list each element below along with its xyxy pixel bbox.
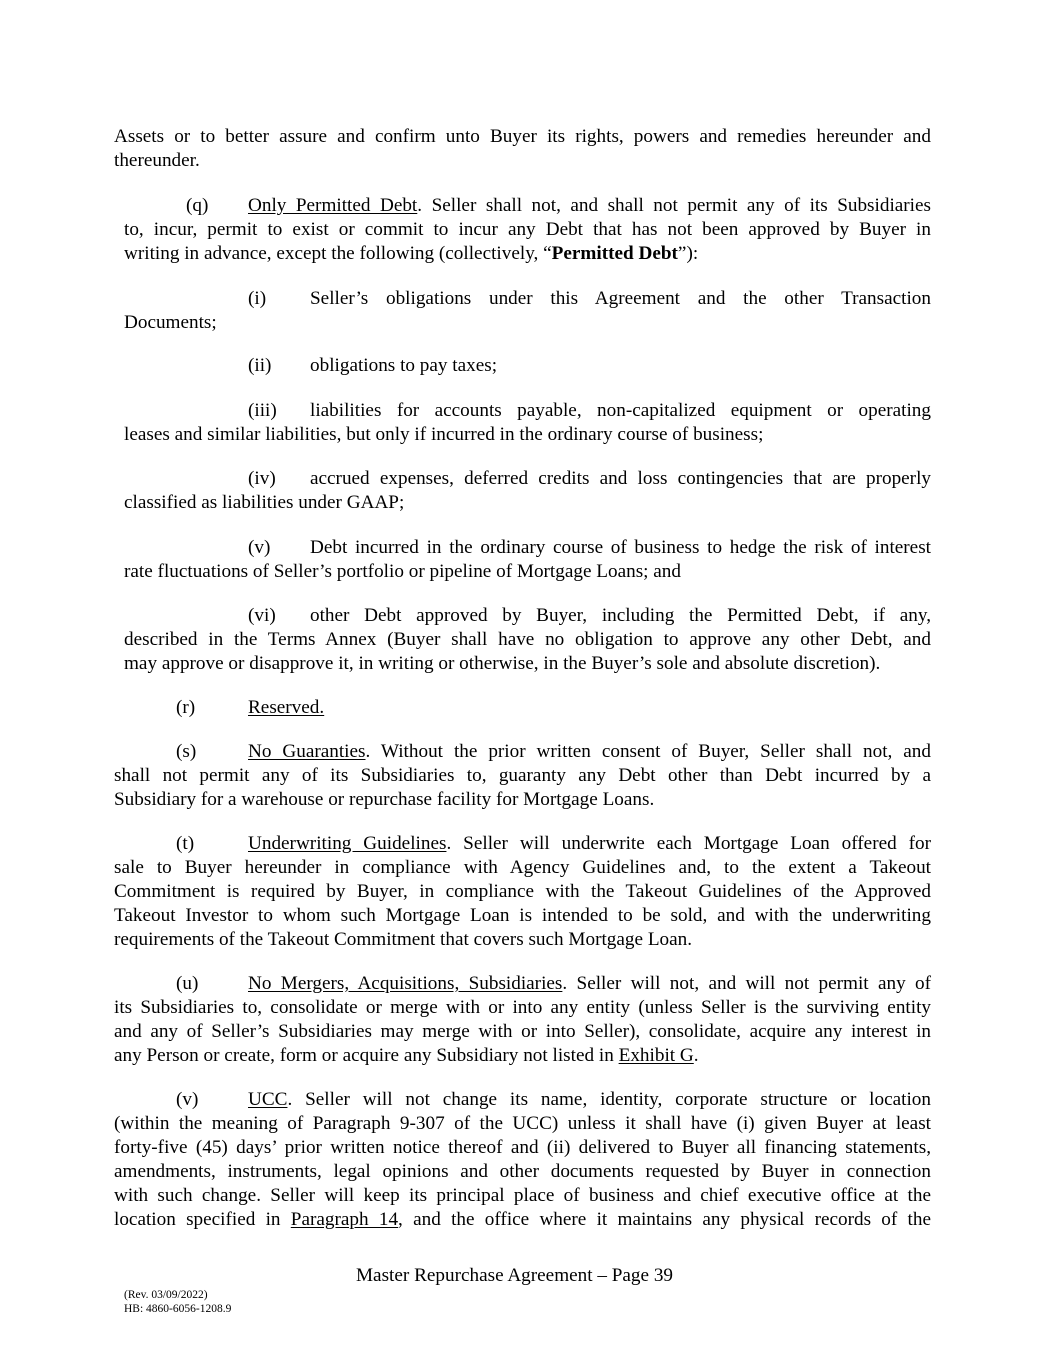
s-label: (s) xyxy=(176,741,197,762)
t-line-3: Commitment is required by Buyer, in compliance with the Takeout Guidelines of the Approved xyxy=(114,881,931,902)
v-title: UCC xyxy=(248,1089,288,1110)
u-title: No Mergers, Acquisitions, Subsidiaries xyxy=(248,973,563,994)
t-line-4: Takeout Investor to whom such Mortgage Loan is intended to be sold, and with the underwriting xyxy=(114,905,931,926)
footer-doc-id: HB: 4860-6056-1208.9 xyxy=(124,1303,232,1315)
item-iv-line-1: accrued expenses, deferred credits and loss contingencies that are properly xyxy=(310,468,931,489)
item-iv-line-2: classified as liabilities under GAAP; xyxy=(124,492,405,513)
footer-revision: (Rev. 03/09/2022) xyxy=(124,1289,208,1301)
q-line-2: to, incur, permit to exist or commit to incur any Debt that has not been approved by Buyer in xyxy=(124,219,931,240)
item-ii-line-1: obligations to pay taxes; xyxy=(310,355,498,376)
s-title: No Guaranties xyxy=(248,741,366,762)
item-v-line-1: Debt incurred in the ordinary course of business to hedge the risk of interest xyxy=(310,537,931,558)
v-line-4: amendments, instruments, legal opinions and other documents requested by Buyer in connection xyxy=(114,1161,931,1182)
q-line-1: Only Permitted Debt. Seller shall not, and shall not permit any of its Subsidiaries xyxy=(248,195,931,216)
u-line-3: and any of Seller’s Subsidiaries may merge with or into Seller), consolidate, acquire any interest in xyxy=(114,1021,931,1042)
u-line-1: No Mergers, Acquisitions, Subsidiaries. Seller will not, and will not permit any of xyxy=(248,973,931,994)
v-line-6: location specified in Paragraph 14, and the office where it maintains any physical records of the xyxy=(114,1209,931,1230)
v-line-3: forty-five (45) days’ prior written notice thereof and (ii) delivered to Buyer all financing statements, xyxy=(114,1137,931,1158)
q-label: (q) xyxy=(186,195,209,216)
item-ii-label: (ii) xyxy=(248,355,272,376)
u-line-2: its Subsidiaries to, consolidate or merge with or into any entity (unless Seller is the surviving entity xyxy=(114,997,931,1018)
permitted-debt-term: Permitted Debt xyxy=(551,243,678,264)
q-line-3: writing in advance, except the following (collectively, “Permitted Debt”): xyxy=(124,243,699,264)
paragraph-14-link[interactable]: Paragraph 14 xyxy=(290,1209,399,1230)
item-vi-label: (vi) xyxy=(248,605,276,626)
footer-title: Master Repurchase Agreement – Page 39 xyxy=(356,1265,674,1286)
t-title: Underwriting Guidelines xyxy=(248,833,447,854)
intro-line-1: Assets or to better assure and confirm unto Buyer its rights, powers and remedies hereunder and xyxy=(114,126,931,147)
s-line-2: shall not permit any of its Subsidiaries to, guaranty any Debt other than Debt incurred by a xyxy=(114,765,931,786)
item-iv-label: (iv) xyxy=(248,468,276,489)
t-line-2: sale to Buyer hereunder in compliance with Agency Guidelines and, to the extent a Takeout xyxy=(114,857,931,878)
item-iii-line-2: leases and similar liabilities, but only if incurred in the ordinary course of business; xyxy=(124,424,764,445)
item-vi-line-3: may approve or disapprove it, in writing or otherwise, in the Buyer’s sole and absolute discretion). xyxy=(124,653,881,674)
v-line-2: (within the meaning of Paragraph 9-307 of the UCC) unless it shall have (i) given Buyer at least xyxy=(114,1113,931,1134)
q-title: Only Permitted Debt xyxy=(248,195,418,216)
v-line-5: with such change. Seller will keep its principal place of business and chief executive office at the xyxy=(114,1185,931,1206)
item-i-label: (i) xyxy=(248,288,267,309)
item-v-label: (v) xyxy=(248,537,271,558)
t-line-5: requirements of the Takeout Commitment that covers such Mortgage Loan. xyxy=(114,929,693,950)
item-iii-line-1: liabilities for accounts payable, non-capitalized equipment or operating xyxy=(310,400,931,421)
item-i-line-1: Seller’s obligations under this Agreement and the other Transaction xyxy=(310,288,931,309)
v-label: (v) xyxy=(176,1089,199,1110)
u-label: (u) xyxy=(176,973,199,994)
r-label: (r) xyxy=(176,697,196,718)
intro-line-2: thereunder. xyxy=(114,150,200,171)
t-label: (t) xyxy=(176,833,195,854)
item-vi-line-1: other Debt approved by Buyer, including the Permitted Debt, if any, xyxy=(310,605,931,626)
item-iii-label: (iii) xyxy=(248,400,277,421)
s-line-3: Subsidiary for a warehouse or repurchase facility for Mortgage Loans. xyxy=(114,789,655,810)
v-line-1: UCC. Seller will not change its name, identity, corporate structure or location xyxy=(248,1089,931,1110)
item-vi-line-2: described in the Terms Annex (Buyer shall have no obligation to approve any other Debt, and xyxy=(124,629,931,650)
exhibit-g-link[interactable]: Exhibit G xyxy=(618,1045,694,1066)
s-line-1: No Guaranties. Without the prior written consent of Buyer, Seller shall not, and xyxy=(248,741,931,762)
item-i-line-2: Documents; xyxy=(124,312,217,333)
r-title: Reserved. xyxy=(248,697,325,718)
u-line-4: any Person or create, form or acquire any Subsidiary not listed in Exhibit G. xyxy=(114,1045,699,1066)
t-line-1: Underwriting Guidelines. Seller will underwrite each Mortgage Loan offered for xyxy=(248,833,932,854)
item-v-line-2: rate fluctuations of Seller’s portfolio or pipeline of Mortgage Loans; and xyxy=(124,561,681,582)
